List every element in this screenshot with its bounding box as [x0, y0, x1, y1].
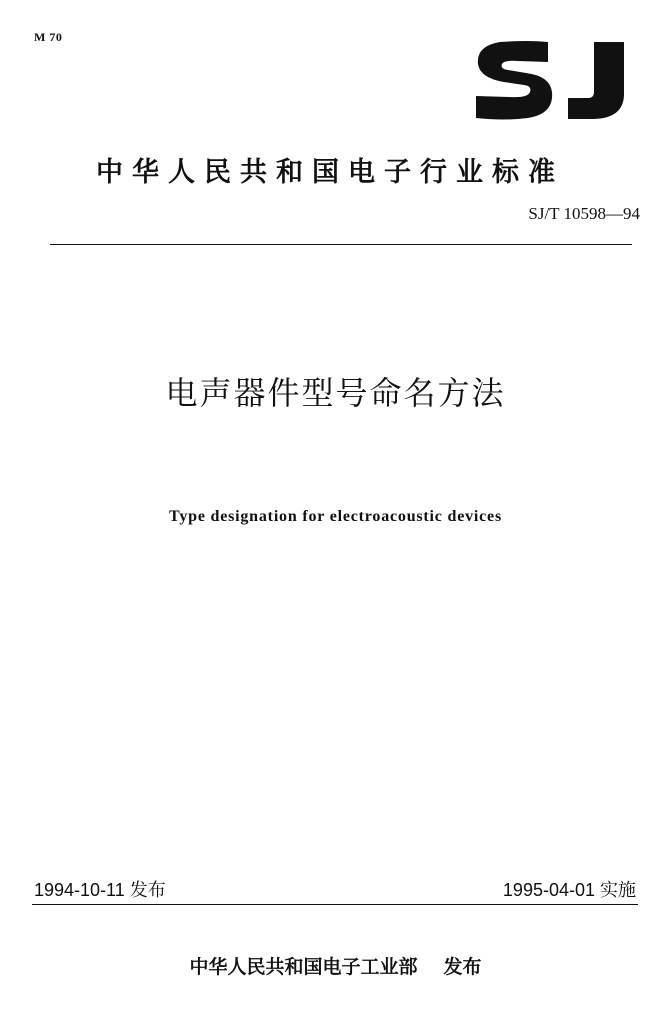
publisher-name: 中华人民共和国电子工业部 — [189, 956, 418, 978]
document-title-en: Type designation for electroacoustic devices — [169, 508, 502, 525]
publisher-action: 发布 — [443, 956, 482, 978]
sj-standard-logo — [470, 38, 630, 124]
publisher-line — [0, 952, 671, 979]
classification-code: M 70 — [34, 30, 63, 44]
footer-divider — [32, 904, 638, 905]
header-divider — [50, 244, 632, 245]
effective-date: 1995-04-01 实施 — [502, 880, 636, 900]
document-title-zh: 电声器件型号命名方法 — [165, 374, 506, 412]
issuer-title: 中华人民共和国电子行业标准 — [96, 157, 564, 188]
logo-letter-j — [568, 42, 624, 119]
logo-letter-s — [476, 41, 552, 120]
standard-number: SJ/T 10598—94 — [528, 204, 640, 223]
published-date: 1994-10-11 发布 — [34, 880, 166, 900]
